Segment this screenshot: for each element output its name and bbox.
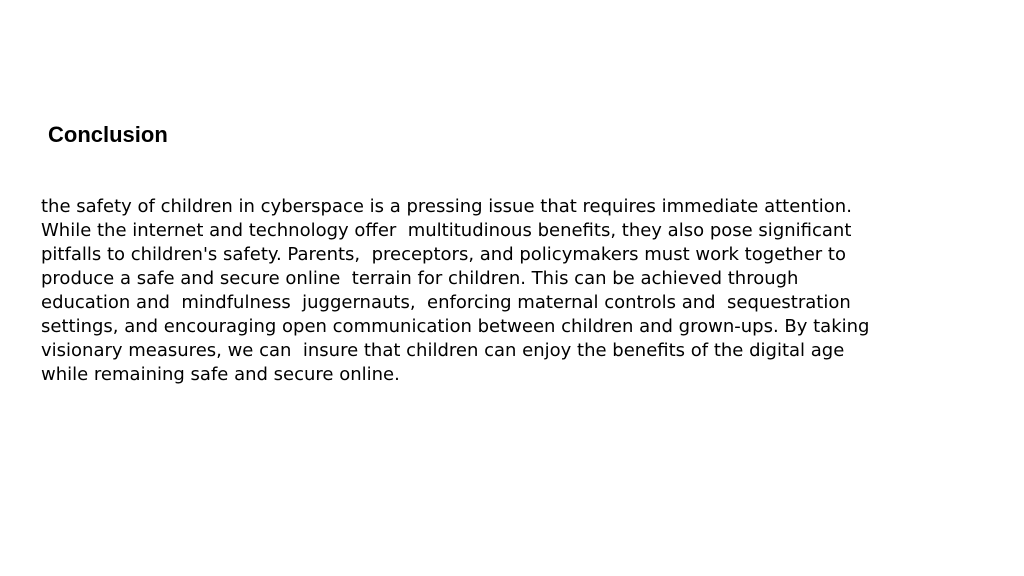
paragraph-line: visionary measures, we can insure that children can enjoy the benefits of the digital age (41, 340, 845, 361)
paragraph-line: while remaining safe and secure online. (41, 364, 400, 385)
paragraph-line: education and mindfulness juggernauts, enforcing maternal controls and sequestration (41, 292, 851, 313)
paragraph-line: settings, and encouraging open communication between children and grown-ups. By taking (41, 316, 870, 337)
paragraph-line: the safety of children in cyberspace is a pressing issue that requires immediate attention. (41, 196, 852, 217)
paragraph-line: pitfalls to children's safety. Parents, preceptors, and policymakers must work together to (41, 244, 846, 265)
conclusion-paragraph (41, 195, 991, 387)
paragraph-line: While the internet and technology offer multitudinous benefits, they also pose significant (41, 220, 852, 241)
slide-title: Conclusion (48, 122, 168, 147)
paragraph-line: produce a safe and secure online terrain for children. This can be achieved through (41, 268, 799, 289)
